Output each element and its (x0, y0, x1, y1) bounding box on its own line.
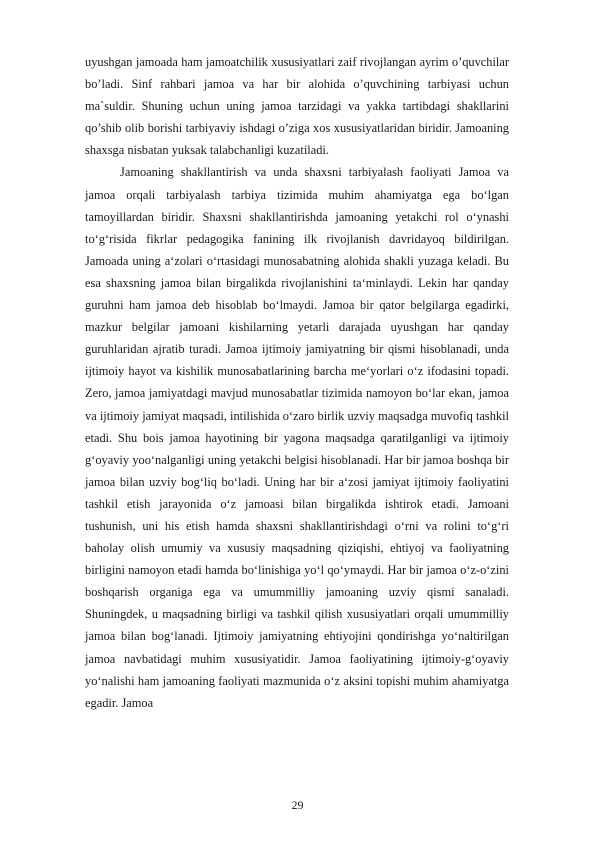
page-number: 29 (291, 798, 304, 812)
paragraph-collective-formation: Jamoaning shakllantirish va unda shaxsni tarbiyalash faoliyati Jamoa va jamoa orqali tarbiyalash tarbiya tizimida muhim ahamiyatga ega bo‘lgan tamoyillardan biridir. Shaxsni shakllantirishda jamoaning yetakchi rol o‘ynashi to‘g‘risida fikrlar pedagogika fanining ilk rivojlanish davridayoq bildirilgan. Jamoada uning a‘zolari o‘rtasidagi munosabatning alohida shakli yuzaga keladi. Bu esa shaxsning jamoa bilan birgalikda rivojlanishini ta‘minlaydi. Lekin har qanday guruhni ham jamoa deb hisoblab bo‘lmaydi. Jamoa bir qator belgilarga egadirki, mazkur belgilar jamoani kishilarning yetarli darajada uyushgan har qanday guruhlaridan ajratib turadi. Jamoa ijtimoiy jamiyatning bir qismi hisoblanadi, unda ijtimoiy hayot va kishilik munosabatlarining barcha me‘yorlari o‘z ifodasini topadi. Zero, jamoa jamiyatdagi mavjud munosabatlar tizimida namoyon bo‘lar ekan, jamoa va ijtimoiy jamiyat maqsadi, intilishida o‘zaro birlik uzviy maqsadga muvofiq tashkil etadi. Shu bois jamoa hayotining bir yagona maqsadga qaratilganligi va ijtimoiy g‘oyaviy yoo‘nalganligi uning yetakchi belgisi hisoblanadi. Har bir jamoa boshqa bir jamoa bilan uzviy bog‘liq bo‘ladi. Uning har bir a‘zosi jamiyat ijtimoiy faoliyatini tashkil etish jarayonida o‘z jamoasi bilan birgalikda ishtirok etadi. Jamoani tushunish, uni his etish hamda shaxsni shakllantirishdagi o‘rni va rolini to‘g‘ri baholay olish umumiy va xususiy maqsadning qiziqishi, ehtiyoj va faoliyatning birligini namoyon etadi hamda bo‘linishiga yo‘l qo‘ymaydi. Har bir jamoa o‘z-o‘zini boshqarish organiga ega va umummilliy jamoaning uzviy qismi sanaladi. Shuningdek, u maqsadning birligi va tashkil qilish xususiyatlari orqali umummilliy jamoa bilan bog‘lanadi. Ijtimoiy jamiyatning ehtiyojini qondirishga yo‘naltirilgan jamoa navbatidagi muhim xususiyatidir. Jamoa faoliyatining ijtimoiy-g‘oyaviy yo‘nalishi ham jamoaning faoliyati mazmunida o‘z aksini topishi muhim ahamiyatga egadir. Jamoa (85, 165, 509, 710)
paragraph-continued: uyushgan jamoada ham jamoatchilik xususiyatlari zaif rivojlangan ayrim o’quvchilar bo’ladi. Sinf rahbari jamoa va har bir alohida o’quvchining tarbiyasi uchun ma`suldir. Shuning uchun uning jamoa tarzidagi va yakka tartibdagi shakllarini qo’shib olib borishi tarbiyaviy ishdagi o’ziga xos xususiyatlaridan biridir. Jamoaning shaxsga nisbatan yuksak talabchanligi kuzatiladi. (85, 55, 509, 158)
body-text (85, 51, 509, 714)
